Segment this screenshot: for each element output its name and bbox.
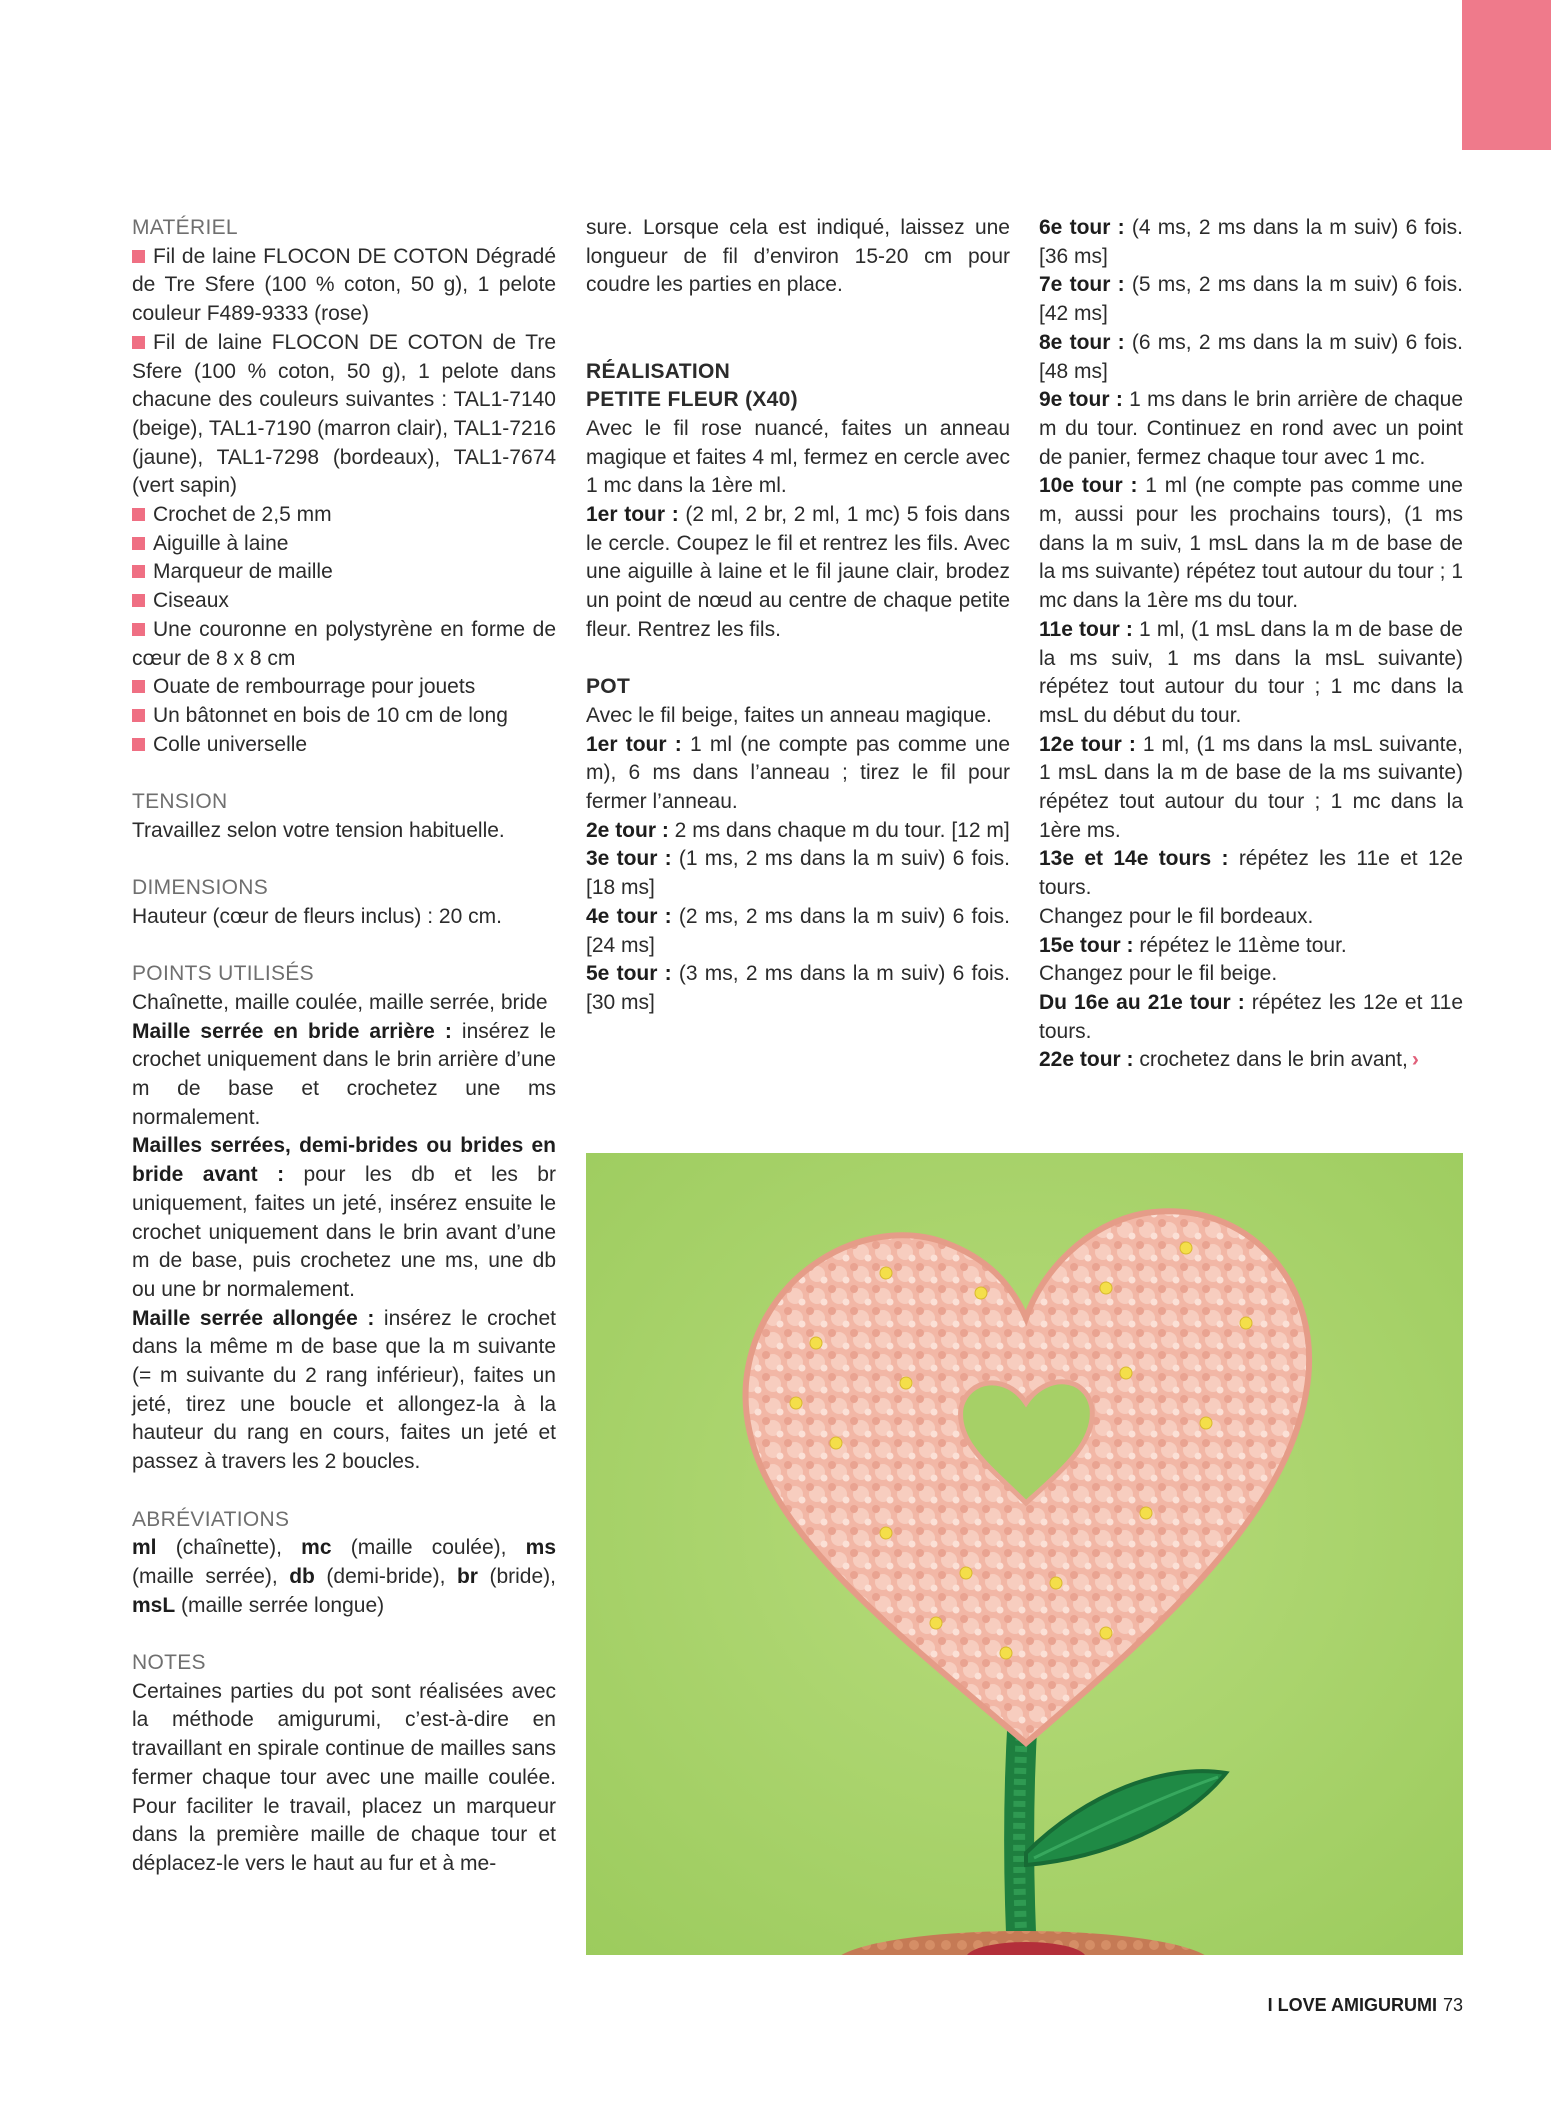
instruction-row: 1er tour : (2 ml, 2 br, 2 ml, 1 mc) 5 fois dans le cercle. Coupez le fil et rentrez les fils. Avec une aiguille à laine et le fil jaune clair, brodez un point de nœud au centre de chaque petite fleur. Rentrez les fils.	[586, 503, 1010, 641]
bullet-square-icon	[132, 594, 145, 607]
column-1	[132, 214, 556, 1879]
magazine-brand: I LOVE AMIGURUMI	[1267, 1995, 1437, 2015]
page-number: 73	[1442, 1995, 1463, 2015]
materiel-item: Aiguille à laine	[132, 530, 556, 559]
points-intro: Chaînette, maille coulée, maille serrée, bride	[132, 990, 548, 1014]
materiel-item: Crochet de 2,5 mm	[132, 501, 556, 530]
point-definition: Mailles serrées, demi-brides ou brides en bride avant : pour les db et les br uniquement, faites un jeté, insérez ensuite le crochet uniquement dans le brin avant d’une m de base, puis crochetez une ms, une db ou une br normalement.	[132, 1134, 556, 1301]
instruction-row: 9e tour : 1 ms dans le brin arrière de chaque m du tour. Continuez en rond avec un point de panier, fermez chaque tour avec 1 mc.	[1039, 388, 1464, 469]
instruction-row: 15e tour : répétez le 11ème tour.	[1039, 933, 1347, 957]
materiel-item: Ouate de rembourrage pour jouets	[132, 673, 556, 702]
petite-fleur-intro: Avec le fil rose nuancé, faites un anneau magique et faites 4 ml, fermez en cercle avec 1 mc dans la 1ère ml.	[586, 416, 1010, 498]
instruction-row: 1er tour : 1 ml (ne compte pas comme une m), 6 ms dans l’anneau ; tirez le fil pour fermer l’anneau.	[586, 732, 1011, 814]
tension-text: Travaillez selon votre tension habituelle.	[132, 818, 505, 842]
instruction-row: 8e tour : (6 ms, 2 ms dans la m suiv) 6 fois. [48 ms]	[1039, 330, 1463, 383]
bullet-square-icon	[132, 565, 145, 578]
materiel-item: Colle universelle	[132, 731, 556, 760]
column-3	[1039, 214, 1463, 1075]
notes-text: Certaines parties du pot sont réalisées avec la méthode amigurumi, c’est-à-dire en travaillant en spirale continue de mailles sans fermer chaque tour avec une maille coulée. Pour faciliter le travail, placez un marqueur dans la première maille de chaque tour et déplacez-le vers le haut au fur et à me-	[132, 1679, 556, 1875]
instruction-row: 12e tour : 1 ml, (1 ms dans la msL suivante, 1 msL dans la m de base de la ms suivante) répétez tout autour du tour ; 1 mc dans la 1ère ms.	[1039, 732, 1463, 842]
bullet-square-icon	[132, 680, 145, 693]
materiel-item: Un bâtonnet en bois de 10 cm de long	[132, 702, 556, 731]
bullet-square-icon	[132, 623, 145, 636]
page-tab-marker	[1462, 0, 1551, 150]
section-title-realisation: RÉALISATION	[586, 359, 731, 383]
section-title-pot: POT	[586, 675, 631, 699]
instruction-row: 6e tour : (4 ms, 2 ms dans la m suiv) 6 fois. [36 ms]	[1039, 216, 1463, 268]
instruction-row: Changez pour le fil bordeaux.	[1039, 904, 1314, 928]
continue-arrow-icon: ›	[1411, 1048, 1419, 1072]
instruction-row: 7e tour : (5 ms, 2 ms dans la m suiv) 6 fois. [42 ms]	[1039, 273, 1463, 326]
column-2	[586, 214, 1010, 1018]
section-title-points: POINTS UTILISÉS	[132, 962, 314, 986]
materiel-item: Marqueur de maille	[132, 558, 556, 587]
bullet-square-icon	[132, 537, 145, 550]
point-definition: Maille serrée allongée : insérez le crochet dans la même m de base que la m suivante (= m suivante du 2 rang inférieur), faites un jeté, tirez une boucle et allongez-la à la hauteur du rang en cours, faites un jeté et passez à travers les 2 boucles.	[132, 1306, 556, 1474]
instruction-row: 2e tour : 2 ms dans chaque m du tour. [12 m]	[586, 818, 1010, 842]
bullet-square-icon	[132, 709, 145, 722]
instruction-row: 11e tour : 1 ml, (1 msL dans la m de base de la ms suiv, 1 ms dans la msL suivante) répétez tout autour du tour ; 1 mc dans la msL du début du tour.	[1039, 617, 1463, 727]
section-title-materiel: MATÉRIEL	[132, 216, 238, 239]
section-title-tension: TENSION	[132, 790, 228, 814]
section-title-notes: NOTES	[132, 1651, 206, 1675]
instruction-row: 4e tour : (2 ms, 2 ms dans la m suiv) 6 fois. [24 ms]	[586, 904, 1010, 957]
bullet-square-icon	[132, 738, 145, 751]
materiel-item: Ciseaux	[132, 587, 556, 616]
section-title-petite-fleur: PETITE FLEUR (X40)	[586, 388, 798, 412]
instruction-row: 3e tour : (1 ms, 2 ms dans la m suiv) 6 fois. [18 ms]	[586, 847, 1010, 900]
instruction-row: 22e tour : crochetez dans le brin avant, ›	[1039, 1048, 1419, 1072]
page-footer	[1268, 1995, 1463, 2016]
bullet-square-icon	[132, 336, 145, 349]
pot-intro: Avec le fil beige, faites un anneau magique.	[586, 703, 992, 727]
materiel-item: Une couronne en polystyrène en forme de cœur de 8 x 8 cm	[132, 617, 556, 670]
materiel-item: Fil de laine FLOCON DE COTON Dégradé de Tre Sfere (100 % coton, 50 g), 1 pelote couleur F489-9333 (rose)	[132, 244, 556, 326]
materiel-item: Fil de laine FLOCON DE COTON de Tre Sfere (100 % coton, 50 g), 1 pelote dans chacune des couleurs suivantes : TAL1-7140 (beige), TAL1-7190 (marron clair), TAL1-7216 (jaune), TAL1-7298 (bordeaux), TAL1-7674 (vert sapin)	[132, 330, 556, 498]
instruction-row: 10e tour : 1 ml (ne compte pas comme une m, aussi pour les prochains tours), (1 ms dans la m suiv, 1 msL dans la m de base de la ms suivante) répétez tout autour du tour ; 1 mc dans la 1ère ms du tour.	[1039, 474, 1463, 613]
dimensions-text: Hauteur (cœur de fleurs inclus) : 20 cm.	[132, 904, 502, 928]
crochet-heart-photo	[586, 1153, 1463, 1955]
instruction-row: Changez pour le fil beige.	[1039, 962, 1278, 986]
bullet-square-icon	[132, 508, 145, 521]
instruction-row: Du 16e au 21e tour : répétez les 12e et 11e tours.	[1039, 990, 1463, 1043]
section-title-dimensions: DIMENSIONS	[132, 876, 269, 900]
instruction-row: 13e et 14e tours : répétez les 11e et 12e tours.	[1039, 847, 1463, 900]
abbreviations-text: ml (chaînette), mc (maille coulée), ms (maille serrée), db (demi-bride), br (bride), msL (maille serrée longue)	[132, 1536, 557, 1617]
section-title-abbreviations: ABRÉVIATIONS	[132, 1507, 290, 1531]
instruction-row: 5e tour : (3 ms, 2 ms dans la m suiv) 6 fois. [30 ms]	[586, 962, 1010, 1014]
bullet-square-icon	[132, 250, 145, 263]
point-definition: Maille serrée en bride arrière : insérez le crochet uniquement dans le brin arrière d’une m de base et crochetez une ms normalement.	[132, 1019, 556, 1129]
notes-continuation: sure. Lorsque cela est indiqué, laissez une longueur de fil d’environ 15-20 cm pour coudre les parties en place.	[586, 216, 1010, 297]
materiel-list	[132, 243, 556, 760]
